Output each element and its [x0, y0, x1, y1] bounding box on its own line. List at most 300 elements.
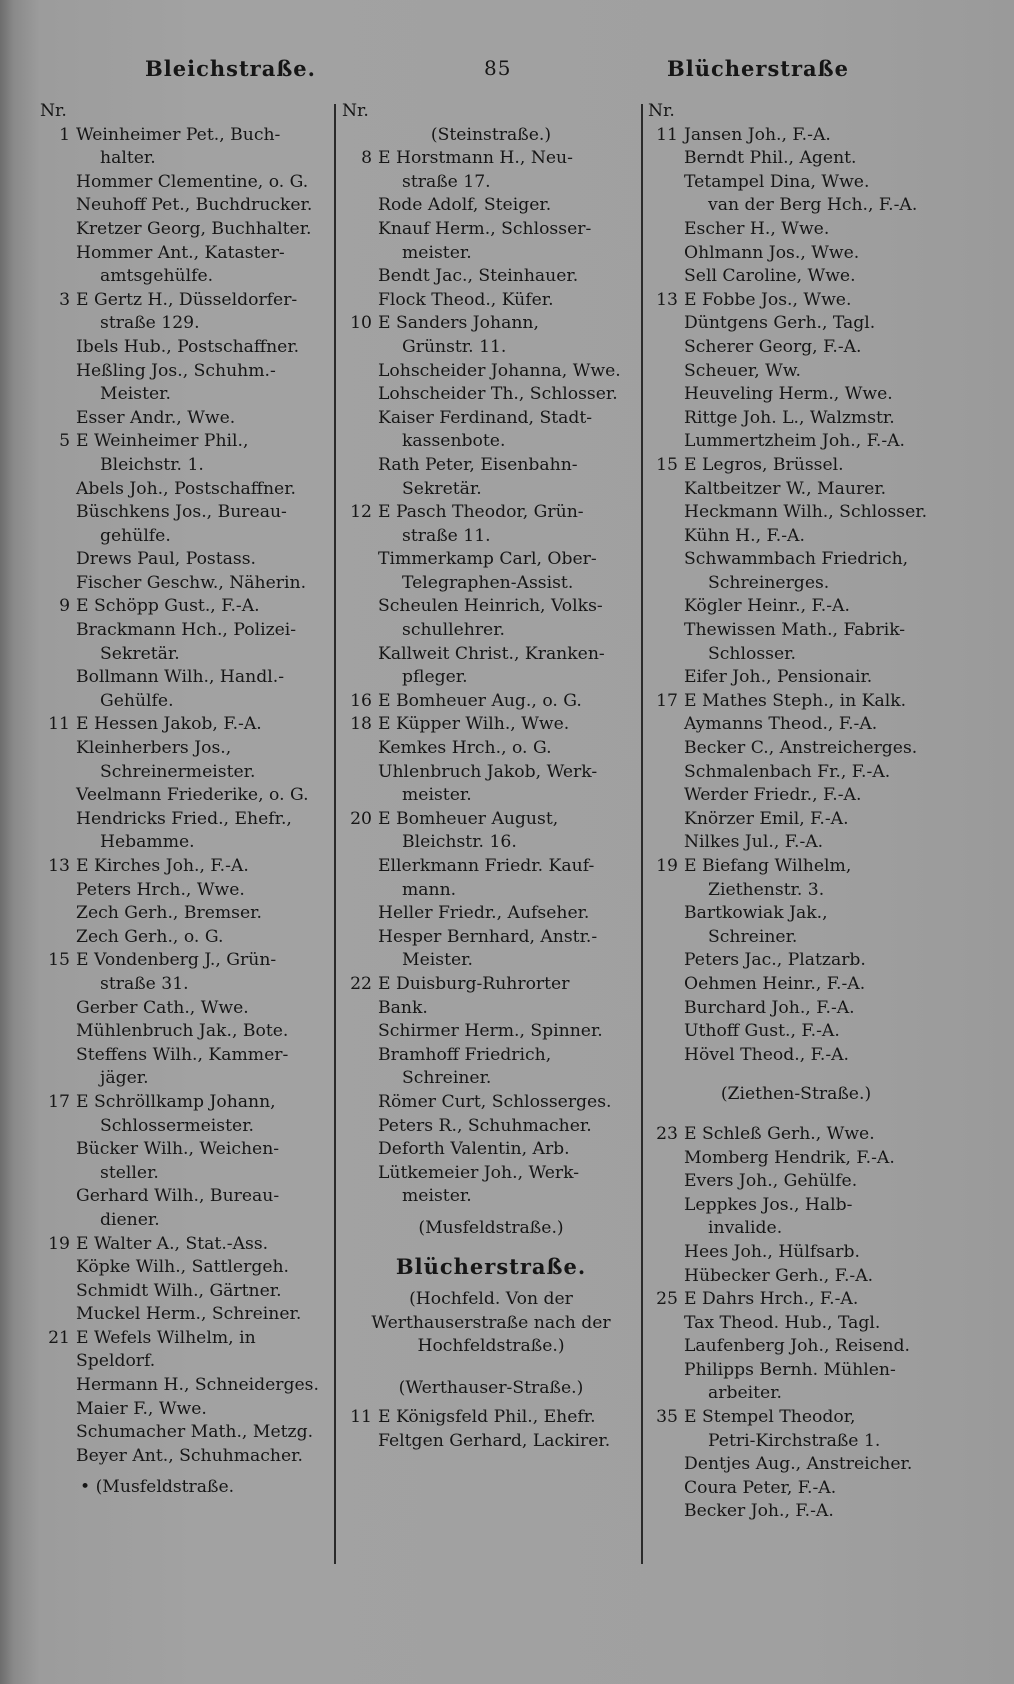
header-right-street: Blücherstraße	[667, 56, 849, 81]
entry-text: Kaltbeitzer W., Maurer.	[684, 478, 887, 499]
directory-entry	[648, 525, 944, 549]
directory-entry	[648, 1241, 944, 1265]
entry-list	[342, 147, 640, 1209]
directory-entry	[648, 666, 944, 690]
directory-entry	[40, 478, 335, 502]
directory-entry	[648, 1123, 944, 1147]
entry-text: E Biefang Wilhelm,	[684, 856, 852, 876]
directory-entry	[40, 1067, 335, 1091]
entry-text: Kallweit Christ., Kranken-	[378, 643, 605, 664]
directory-entry	[648, 360, 944, 384]
column-label: Nr.	[342, 101, 369, 121]
entry-text: Gehülfe.	[100, 690, 174, 711]
directory-entry	[648, 997, 944, 1021]
entry-text: arbeiter.	[708, 1383, 783, 1404]
directory-entry	[342, 360, 640, 384]
directory-entry	[342, 808, 640, 832]
directory-entry	[40, 949, 335, 973]
house-number: 25	[656, 1289, 678, 1310]
entry-text: Kleinherbers Jos.,	[76, 738, 232, 759]
directory-entry	[40, 737, 335, 761]
directory-entry	[648, 1194, 944, 1218]
entry-text: Heuveling Herm., Wwe.	[684, 384, 893, 405]
directory-entry	[40, 336, 335, 360]
entry-text: Steffens Wilh., Kammer-	[76, 1044, 289, 1065]
entry-text: Hommer Ant., Kataster-	[76, 242, 285, 263]
street-note: (Steinstraße.)	[430, 124, 552, 145]
entry-text: Kemkes Hrch., o. G.	[378, 738, 552, 759]
house-number: 20	[350, 808, 372, 829]
directory-entry	[40, 454, 335, 478]
entry-text: E Schöpp Gust., F.-A.	[76, 596, 260, 617]
entry-text: Düntgens Gerh., Tagl.	[684, 313, 876, 334]
directory-entry	[648, 737, 944, 761]
house-number: 22	[350, 973, 372, 994]
entry-text: Köpke Wilh., Sattlergeh.	[76, 1257, 290, 1278]
house-number: 11	[48, 714, 70, 735]
entry-text: Maier F., Wwe.	[76, 1398, 207, 1419]
entry-text: E Pasch Theodor, Grün-	[378, 502, 584, 523]
directory-entry	[648, 1359, 944, 1383]
entry-text: kassenbote.	[402, 431, 506, 452]
directory-entry	[342, 1020, 640, 1044]
entry-text: Telegraphen-Assist.	[402, 572, 574, 593]
directory-entry	[40, 831, 335, 855]
house-number: 11	[656, 124, 678, 145]
entry-text: Werder Friedr., F.-A.	[684, 785, 862, 806]
directory-entry	[342, 501, 640, 525]
entry-text: straße 11.	[402, 525, 491, 546]
directory-entry	[648, 147, 944, 171]
entry-text: E Bomheuer Aug., o. G.	[378, 690, 582, 711]
entry-text: halter.	[100, 148, 156, 169]
section-description: Werthauserstraße nach der	[371, 1312, 611, 1333]
entry-text: Peters R., Schuhmacher.	[378, 1115, 592, 1136]
directory-entry	[648, 690, 944, 714]
entry-text: Becker Joh., F.-A.	[684, 1501, 834, 1522]
directory-entry	[40, 643, 335, 667]
entry-text: Hermann H., Schneiderges.	[76, 1375, 319, 1396]
entry-list	[342, 1406, 640, 1453]
directory-entry	[40, 1374, 335, 1398]
directory-entry	[648, 1020, 944, 1044]
entry-text: E Mathes Steph., in Kalk.	[684, 690, 907, 711]
entry-text: meister.	[402, 1186, 472, 1207]
directory-entry	[342, 548, 640, 572]
entry-text: Sell Caroline, Wwe.	[684, 266, 856, 287]
directory-entry	[40, 289, 335, 313]
entry-text: Philipps Bernh. Mühlen-	[684, 1359, 896, 1380]
directory-entry	[40, 926, 335, 950]
entry-text: Aymanns Theod., F.-A.	[684, 714, 878, 735]
entry-text: Becker C., Anstreicherges.	[684, 738, 918, 759]
directory-entry	[40, 1209, 335, 1233]
directory-entry	[648, 926, 944, 950]
directory-entry	[342, 407, 640, 431]
house-number: 1	[59, 124, 70, 145]
entry-text: amtsgehülfe.	[100, 266, 214, 287]
directory-entry	[40, 1445, 335, 1469]
house-number: 35	[656, 1407, 678, 1428]
entry-text: Bollmann Wilh., Handl.-	[76, 667, 285, 688]
entry-text: Oehmen Heinr., F.-A.	[684, 973, 866, 994]
directory-entry	[342, 336, 640, 360]
section-title: Blücherstraße.	[395, 1253, 587, 1279]
house-number: 17	[656, 690, 678, 711]
entry-text: pfleger.	[402, 667, 468, 688]
directory-entry	[40, 383, 335, 407]
house-number: 10	[350, 313, 372, 334]
directory-entry	[40, 1138, 335, 1162]
entry-text: Beyer Ant., Schuhmacher.	[76, 1445, 303, 1466]
directory-entry	[648, 336, 944, 360]
entry-text: Büschkens Jos., Bureau-	[76, 502, 287, 523]
house-number: 18	[350, 714, 372, 735]
directory-entry	[648, 973, 944, 997]
directory-entry	[648, 855, 944, 879]
entry-text: Kaiser Ferdinand, Stadt-	[378, 407, 593, 428]
directory-entry	[342, 1430, 640, 1454]
entry-text: Zech Gerh., Bremser.	[76, 903, 262, 924]
entry-text: Heckmann Wilh., Schlosser.	[684, 502, 928, 523]
directory-entry	[648, 1477, 944, 1501]
entry-text: Lohscheider Johanna, Wwe.	[378, 360, 621, 381]
column-label: Nr.	[40, 101, 67, 121]
entry-text: Neuhoff Pet., Buchdrucker.	[76, 195, 313, 216]
entry-text: E Weinheimer Phil.,	[76, 431, 249, 452]
directory-entry	[342, 784, 640, 808]
directory-entry	[342, 289, 640, 313]
entry-text: E Duisburg-Ruhrorter	[378, 973, 570, 994]
directory-entry	[342, 525, 640, 549]
entry-text: E Dahrs Hrch., F.-A.	[684, 1289, 859, 1310]
directory-entry	[342, 619, 640, 643]
directory-entry	[40, 548, 335, 572]
entry-text: E Walter A., Stat.-Ass.	[76, 1233, 269, 1254]
entry-list	[648, 124, 944, 1068]
directory-entry	[342, 312, 640, 336]
directory-entry	[342, 949, 640, 973]
column-1	[40, 100, 335, 1500]
directory-entry	[648, 831, 944, 855]
entry-text: Knörzer Emil, F.-A.	[684, 808, 849, 829]
directory-entry	[342, 926, 640, 950]
entry-text: straße 129.	[100, 313, 200, 334]
house-number: 15	[48, 950, 70, 971]
entry-list	[648, 1123, 944, 1524]
directory-entry	[342, 1091, 640, 1115]
directory-entry	[342, 831, 640, 855]
entry-text: Muckel Herm., Schreiner.	[76, 1304, 302, 1325]
directory-entry	[648, 619, 944, 643]
entry-text: Meister.	[100, 384, 171, 405]
directory-entry	[342, 902, 640, 926]
entry-text: E Gertz H., Düsseldorfer-	[76, 289, 298, 310]
directory-entry	[40, 1303, 335, 1327]
directory-entry	[648, 1288, 944, 1312]
directory-entry	[40, 1115, 335, 1139]
entry-text: Heller Friedr., Aufseher.	[378, 903, 590, 924]
directory-entry	[40, 242, 335, 266]
directory-entry	[648, 265, 944, 289]
entry-text: Abels Joh., Postschaffner.	[76, 478, 297, 499]
directory-entry	[40, 619, 335, 643]
directory-entry	[648, 124, 944, 148]
directory-entry	[40, 855, 335, 879]
directory-entry	[648, 1500, 944, 1524]
directory-entry	[40, 1020, 335, 1044]
entry-text: Knauf Herm., Schlosser-	[378, 218, 592, 239]
directory-entry	[648, 407, 944, 431]
directory-entry	[40, 595, 335, 619]
entry-text: Deforth Valentin, Arb.	[378, 1139, 570, 1160]
entry-text: Bendt Jac., Steinhauer.	[378, 266, 579, 287]
entry-text: Bücker Wilh., Weichen-	[76, 1139, 280, 1160]
entry-text: Berndt Phil., Agent.	[684, 148, 857, 169]
entry-text: Feltgen Gerhard, Lackirer.	[378, 1431, 611, 1452]
directory-entry	[648, 1044, 944, 1068]
entry-text: straße 31.	[100, 973, 189, 994]
directory-entry	[342, 666, 640, 690]
entry-text: Peters Jac., Platzarb.	[684, 950, 866, 971]
directory-entry	[648, 194, 944, 218]
entry-text: Scherer Georg, F.-A.	[684, 336, 862, 357]
entry-text: Hommer Clementine, o. G.	[76, 171, 309, 192]
entry-text: invalide.	[708, 1218, 783, 1239]
entry-text: Hübecker Gerh., F.-A.	[684, 1265, 874, 1286]
directory-entry	[40, 525, 335, 549]
entry-text: Rittge Joh. L., Walzmstr.	[684, 407, 895, 428]
directory-entry	[648, 572, 944, 596]
entry-text: Nilkes Jul., F.-A.	[684, 832, 824, 853]
directory-entry	[40, 501, 335, 525]
directory-entry	[40, 1280, 335, 1304]
directory-entry	[648, 478, 944, 502]
entry-text: Flock Theod., Küfer.	[378, 289, 554, 310]
entry-text: Escher H., Wwe.	[684, 218, 830, 239]
entry-text: Schlosser.	[708, 643, 796, 664]
entry-text: van der Berg Hch., F.-A.	[708, 195, 918, 216]
entry-text: Hendricks Fried., Ehefr.,	[76, 808, 292, 829]
directory-entry	[342, 572, 640, 596]
entry-text: Schreinermeister.	[100, 761, 256, 782]
entry-text: Esser Andr., Wwe.	[76, 407, 236, 428]
entry-text: Peters Hrch., Wwe.	[76, 879, 245, 900]
entry-text: Schirmer Herm., Spinner.	[378, 1021, 603, 1042]
entry-text: Fischer Geschw., Näherin.	[76, 572, 307, 593]
entry-text: Schmalenbach Fr., F.-A.	[684, 761, 891, 782]
directory-entry	[342, 171, 640, 195]
house-number: 17	[48, 1091, 70, 1112]
directory-entry	[648, 1217, 944, 1241]
directory-entry	[40, 879, 335, 903]
entry-text: Scheulen Heinrich, Volks-	[378, 596, 603, 617]
entry-text: Ziethenstr. 3.	[708, 879, 825, 900]
directory-entry	[648, 1312, 944, 1336]
directory-entry	[648, 218, 944, 242]
section-description: Hochfeldstraße.)	[417, 1336, 565, 1357]
entry-text: Uhlenbruch Jakob, Werk-	[378, 761, 598, 782]
directory-entry	[40, 1162, 335, 1186]
directory-entry	[40, 407, 335, 431]
directory-entry	[40, 1185, 335, 1209]
entry-text: Kühn H., F.-A.	[684, 525, 805, 546]
directory-entry	[342, 1067, 640, 1091]
directory-entry	[648, 1265, 944, 1289]
house-number: 13	[656, 289, 678, 310]
entry-text: Gerhard Wilh., Bureau-	[76, 1186, 280, 1207]
entry-text: Jansen Joh., F.-A.	[684, 124, 831, 145]
entry-text: Ohlmann Jos., Wwe.	[684, 242, 860, 263]
entry-text: mann.	[402, 879, 457, 900]
directory-entry	[342, 1115, 640, 1139]
section-description: (Hochfeld. Von der	[409, 1289, 573, 1310]
directory-entry	[40, 171, 335, 195]
directory-entry	[342, 997, 640, 1021]
entry-text: meister.	[402, 785, 472, 806]
house-number: 8	[361, 148, 372, 169]
directory-entry	[648, 1406, 944, 1430]
directory-entry	[648, 242, 944, 266]
entry-text: Uthoff Gust., F.-A.	[684, 1021, 840, 1042]
directory-entry	[648, 713, 944, 737]
entry-text: Leppkes Jos., Halb-	[684, 1194, 853, 1215]
column-3	[648, 100, 944, 1524]
directory-entry	[648, 171, 944, 195]
directory-entry	[342, 430, 640, 454]
directory-entry	[342, 761, 640, 785]
entry-text: Drews Paul, Postass.	[76, 549, 256, 570]
entry-text: E Küpper Wilh., Wwe.	[378, 714, 570, 735]
entry-text: Timmerkamp Carl, Ober-	[378, 549, 597, 570]
entry-text: Kretzer Georg, Buchhalter.	[76, 218, 312, 239]
directory-entry	[40, 1350, 335, 1374]
entry-text: E Stempel Theodor,	[684, 1407, 856, 1428]
entry-text: Laufenberg Joh., Reisend.	[684, 1336, 911, 1357]
entry-text: Rath Peter, Eisenbahn-	[378, 454, 578, 475]
column-2	[342, 100, 640, 1454]
house-number: 9	[59, 596, 70, 617]
directory-entry	[342, 1185, 640, 1209]
page-number: 85	[484, 56, 512, 80]
entry-text: Dentjes Aug., Anstreicher.	[684, 1454, 913, 1475]
directory-entry	[40, 690, 335, 714]
entry-text: Lohscheider Th., Schlosser.	[378, 384, 618, 405]
house-number: 16	[350, 690, 372, 711]
house-number: 19	[48, 1233, 70, 1254]
directory-entry	[40, 430, 335, 454]
header-left-street: Bleichstraße.	[145, 56, 316, 81]
directory-entry	[40, 218, 335, 242]
entry-text: Tax Theod. Hub., Tagl.	[684, 1312, 881, 1333]
directory-entry	[40, 1044, 335, 1068]
directory-entry	[648, 1382, 944, 1406]
directory-entry	[342, 855, 640, 879]
entry-text: Kögler Heinr., F.-A.	[684, 596, 850, 617]
house-number: 3	[59, 289, 70, 310]
directory-entry	[648, 1170, 944, 1194]
directory-entry	[342, 737, 640, 761]
entry-text: meister.	[402, 242, 472, 263]
directory-entry	[40, 1091, 335, 1115]
directory-entry	[40, 1233, 335, 1257]
entry-text: Speldorf.	[76, 1351, 156, 1372]
entry-text: Lütkemeier Joh., Werk-	[378, 1162, 580, 1183]
directory-entry	[40, 265, 335, 289]
directory-entry	[40, 666, 335, 690]
entry-text: Mühlenbruch Jak., Bote.	[76, 1021, 289, 1042]
entry-text: Coura Peter, F.-A.	[684, 1477, 837, 1498]
directory-entry	[342, 1138, 640, 1162]
directory-entry	[342, 879, 640, 903]
entry-text: E Schröllkamp Johann,	[76, 1091, 276, 1112]
street-note: (Musfeldstraße.)	[418, 1217, 564, 1238]
entry-text: Petri-Kirchstraße 1.	[708, 1430, 881, 1451]
entry-text: jäger.	[100, 1068, 149, 1089]
directory-entry	[342, 713, 640, 737]
entry-text: gehülfe.	[100, 525, 171, 546]
entry-text: Evers Joh., Gehülfe.	[684, 1171, 858, 1192]
directory-entry	[342, 194, 640, 218]
entry-text: Veelmann Friederike, o. G.	[76, 785, 309, 806]
directory-entry	[40, 572, 335, 596]
directory-entry	[648, 501, 944, 525]
column-label: Nr.	[648, 101, 675, 121]
entry-text: E Sanders Johann,	[378, 313, 539, 334]
entry-text: Scheuer, Ww.	[684, 360, 801, 381]
directory-entry	[40, 784, 335, 808]
entry-text: Hesper Bernhard, Anstr.-	[378, 926, 598, 947]
directory-entry	[40, 761, 335, 785]
directory-entry	[40, 1327, 335, 1351]
entry-list	[40, 124, 335, 1469]
directory-entry	[648, 1430, 944, 1454]
house-number: 12	[350, 502, 372, 523]
entry-text: straße 17.	[402, 171, 491, 192]
entry-text: Momberg Hendrik, F.-A.	[684, 1147, 895, 1168]
directory-entry	[648, 784, 944, 808]
directory-entry	[342, 147, 640, 171]
entry-text: Meister.	[402, 950, 473, 971]
directory-entry	[40, 1398, 335, 1422]
directory-entry	[342, 1044, 640, 1068]
entry-text: Hees Joh., Hülfsarb.	[684, 1241, 860, 1262]
house-number: 5	[59, 431, 70, 452]
directory-entry	[648, 808, 944, 832]
directory-entry	[342, 690, 640, 714]
entry-text: diener.	[100, 1209, 160, 1230]
directory-entry	[648, 383, 944, 407]
directory-entry	[648, 879, 944, 903]
directory-entry	[342, 478, 640, 502]
directory-entry	[342, 265, 640, 289]
entry-text: E Königsfeld Phil., Ehefr.	[378, 1407, 596, 1428]
directory-entry	[40, 124, 335, 148]
entry-text: E Legros, Brüssel.	[684, 454, 844, 475]
directory-entry	[40, 973, 335, 997]
house-number: 11	[350, 1407, 372, 1428]
directory-entry	[40, 360, 335, 384]
entry-text: Ibels Hub., Postschaffner.	[76, 336, 300, 357]
entry-text: Schreiner.	[708, 926, 798, 947]
entry-text: Gerber Cath., Wwe.	[76, 997, 249, 1018]
entry-text: Schreiner.	[402, 1068, 492, 1089]
directory-entry	[342, 218, 640, 242]
entry-text: Bank.	[378, 997, 428, 1018]
entry-text: Sekretär.	[402, 478, 482, 499]
house-number: 19	[656, 856, 678, 876]
directory-entry	[40, 312, 335, 336]
